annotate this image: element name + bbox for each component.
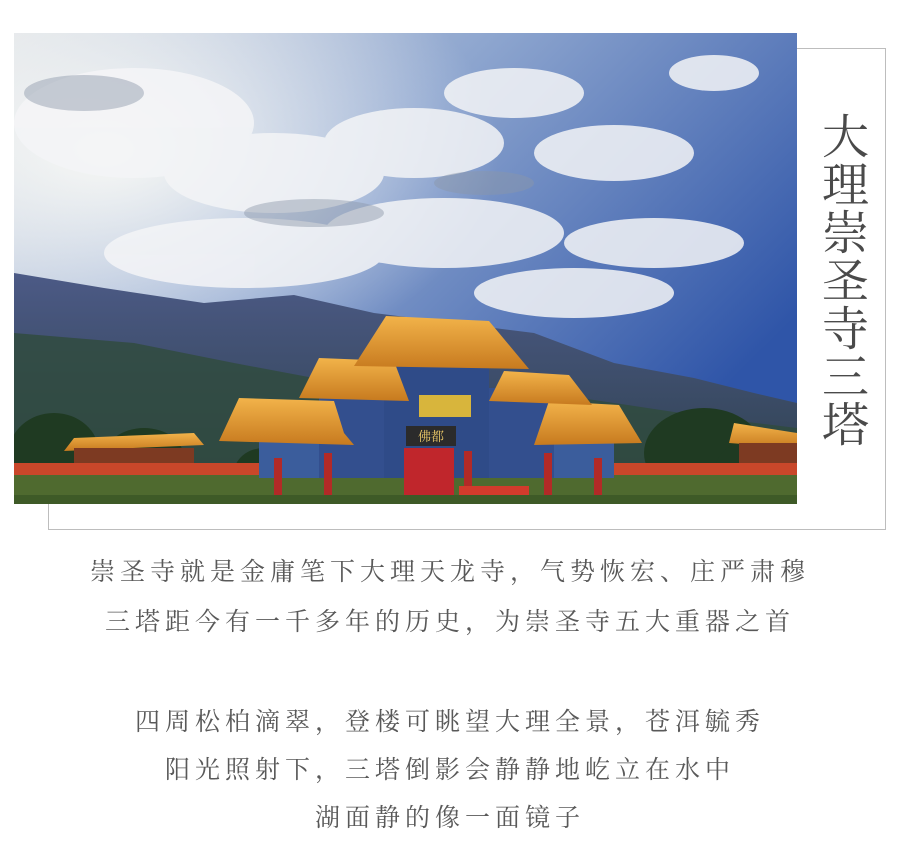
paragraph2-line3: 湖面静的像一面镜子 [314, 803, 585, 832]
paragraph1-line2: 三塔距今有一千多年的历史，为崇圣寺五大重器之首 [104, 607, 795, 636]
temple-photo [14, 33, 797, 504]
page-title: 大理崇圣寺三塔 [814, 112, 869, 448]
paragraph2-line2: 阳光照射下，三塔倒影会静静地屹立在水中 [164, 755, 735, 784]
gate-plaque-text: 佛都 [417, 430, 445, 445]
paragraph2-line1: 四周松柏滴翠，登楼可眺望大理全景，苍洱毓秀 [134, 707, 765, 736]
paragraph1-line1: 崇圣寺就是金庸笔下大理天龙寺，气势恢宏、庄严肃穆 [89, 557, 810, 586]
